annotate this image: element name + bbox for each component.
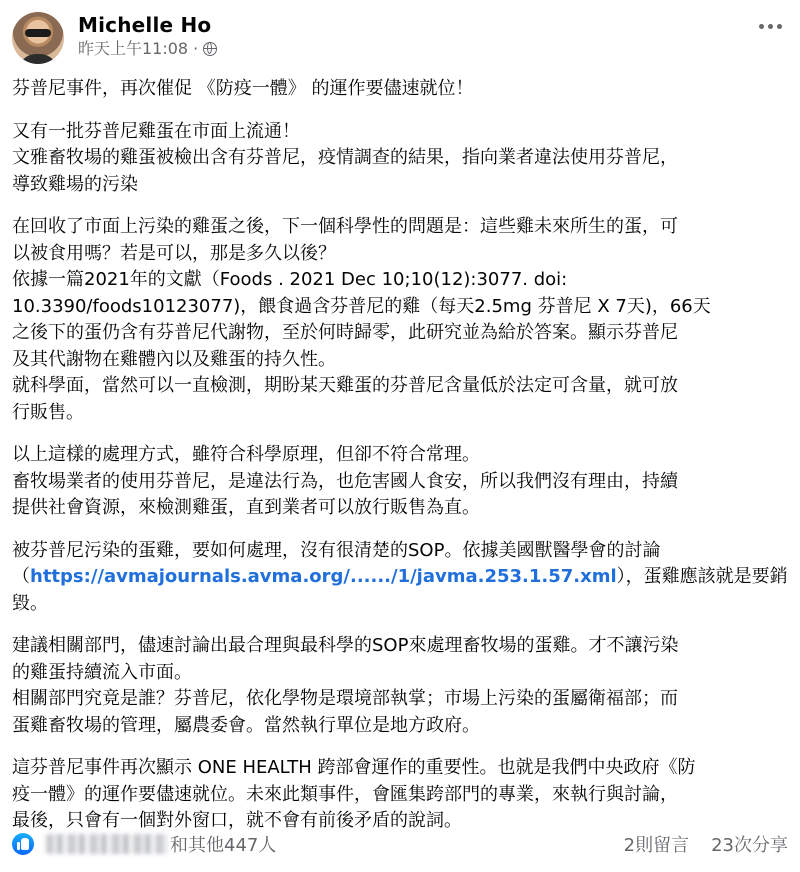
line: 畜牧場業者的使用芬普尼，是違法行為，也危害國人食安，所以我們沒有理由，持續 — [12, 470, 678, 492]
line: 相關部門究竟是誰？芬普尼，依化學物是環境部執掌；市場上污染的蛋屬衛福部；而 — [12, 688, 678, 709]
shares-count[interactable]: 23次分享 — [711, 835, 788, 856]
line: 提供社會資源，來檢測雞蛋，直到業者可以放行販售為直。 — [12, 497, 480, 518]
post-time-row — [78, 39, 217, 59]
line: 建議相關部門，儘速討論出最合理與最科學的SOP來處理畜牧場的蛋雞。才不讓污染 — [12, 635, 679, 656]
comments-count[interactable]: 2則留言 — [623, 835, 690, 856]
line: 10.3390/foods10123077)，餵食過含芬普尼的雞（每天2.5mg 芬普尼 X 7天)，66天 — [12, 295, 711, 317]
line: 之後下的蛋仍含有芬普尼代謝物，至於何時歸零，此研究並為給於答案。顯示芬普尼 — [12, 322, 678, 343]
line: 導致雞場的污染 — [12, 173, 138, 195]
post-header — [12, 12, 217, 66]
line: 以上這樣的處理方式，雖符合科學原理，但卻不符合常理。 — [12, 444, 480, 465]
blurred-reactor-names — [46, 834, 168, 854]
post-meta — [78, 12, 217, 59]
more-icon[interactable] — [759, 24, 782, 29]
author-name[interactable]: Michelle Ho — [78, 13, 212, 37]
reactions-count[interactable]: 和其他447人 — [170, 835, 277, 856]
line: 芬普尼事件，再次催促 《防疫一體》 的運作要儘速就位！ — [12, 78, 474, 99]
journal-link[interactable]: https://avmajournals.avma.org/....../1/javma.253.1.57.xml — [30, 566, 617, 587]
paragraph-6 — [12, 633, 788, 739]
avatar-sunglasses — [25, 29, 51, 37]
post-body — [12, 76, 788, 851]
like-icon[interactable] — [12, 833, 34, 855]
avatar-shirt — [18, 54, 58, 64]
more-dot — [777, 24, 782, 29]
line: 這芬普尼事件再次顯示 ONE HEALTH 跨部會運作的重要性。也就是我們中央政府《防 — [12, 757, 696, 778]
line: 蛋雞畜牧場的管理，屬農委會。當然執行單位是地方政府。 — [12, 714, 480, 736]
author-avatar[interactable] — [12, 12, 64, 64]
meta-separator: · — [193, 39, 199, 58]
globe-icon[interactable] — [203, 42, 217, 56]
line: 毀。 — [12, 592, 48, 614]
line: 在回收了市面上污染的雞蛋之後，下一個科學性的問題是：這些雞未來所生的蛋，可 — [12, 216, 678, 237]
line: 及其代謝物在雞體內以及雞蛋的持久性。 — [12, 348, 336, 370]
paragraph-5 — [12, 538, 788, 618]
line: 的雞蛋持續流入市面。 — [12, 661, 192, 683]
paragraph-4 — [12, 442, 788, 522]
paragraph-3 — [12, 214, 788, 426]
paragraph-1 — [12, 76, 788, 103]
more-dot — [768, 24, 773, 29]
line: 疫一體》的運作要儘速就位。未來此類事件，會匯集跨部門的專業，來執行與討論， — [12, 783, 678, 805]
line: 又有一批芬普尼雞蛋在市面上流通！ — [12, 120, 300, 142]
line: 最後，只會有一個對外窗口，就不會有前後矛盾的說詞。 — [12, 810, 462, 831]
line: 被芬普尼污染的蛋雞，要如何處理，沒有很清楚的SOP。依據美國獸醫學會的討論 — [12, 539, 661, 561]
more-dot — [759, 24, 764, 29]
post-footer — [12, 826, 788, 862]
line: 行販售。 — [12, 401, 84, 423]
line: 文雅畜牧場的雞蛋被檢出含有芬普尼，疫情調查的結果，指向業者違法使用芬普尼， — [12, 147, 678, 168]
paragraph-2 — [12, 119, 788, 199]
line: 以被食用嗎？若是可以，那是多久以後？ — [12, 242, 336, 264]
line: 依據一篇2021年的文獻（Foods . 2021 Dec 10;10(12):3077. doi: — [12, 269, 568, 290]
post-timestamp[interactable]: 昨天上午11:08 — [78, 39, 189, 58]
line: 就科學面，當然可以一直檢測，期盼某天雞蛋的芬普尼含量低於法定可含量，就可放 — [12, 375, 678, 396]
line: ），蛋雞應該就是要銷 — [616, 566, 788, 587]
line: （ — [12, 566, 30, 587]
paragraph-7 — [12, 755, 788, 835]
